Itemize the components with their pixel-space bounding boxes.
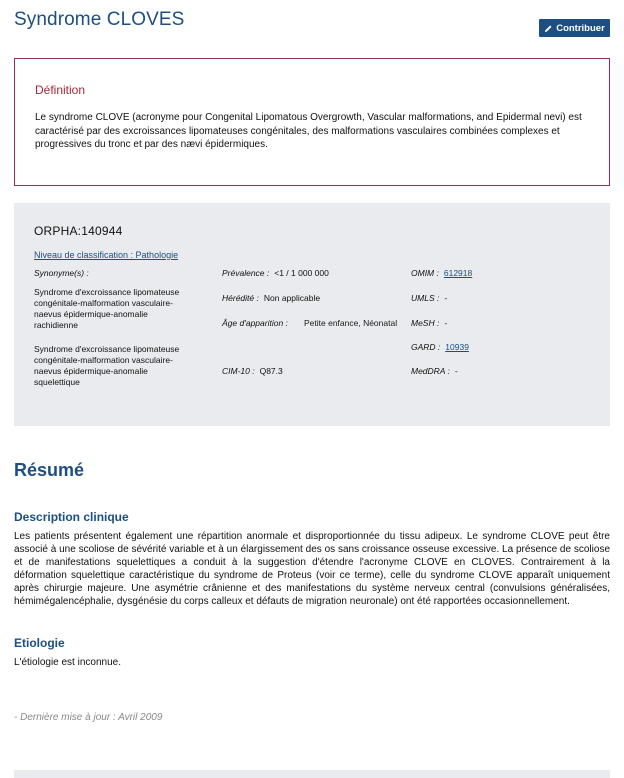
resume-title: Résumé xyxy=(14,460,85,480)
clinical-description-title: Description clinique xyxy=(14,510,129,524)
etiology-title: Etiologie xyxy=(14,636,65,650)
synonym-item: Syndrome d'excroissance lipomateuse congénitale-malformation vasculaire-naevus épidermique-anomalie squelettique xyxy=(34,344,180,387)
pencil-icon xyxy=(544,24,553,33)
classification-link[interactable]: Niveau de classification : Pathologie xyxy=(34,250,179,260)
meddra-label: MedDRA : xyxy=(411,366,450,376)
info-panel xyxy=(14,203,610,426)
heredity-value: Non applicable xyxy=(263,293,321,303)
age-value-text: Petite enfance, Néonatal xyxy=(304,318,398,328)
page-title: Syndrome CLOVES xyxy=(14,9,185,30)
clinical-description-text: Les patients présentent également une répartition anormale et disproportionnée du tissu adipeux. Le syndrome CLOVE peut être associé à une scoliose de sévérité variable et à un élargissement des os sans croissance osseuse excessive. La présence de scoliose et de manifestations squelettiques a conduit à la suggestion d'étendre l'acronyme CLOVE en CLOVES. Contrairement à la déformation squelettique caractéristique du syndrome de Proteus (voir ce terme), celle du syndrome CLOVE apparaît uniquement après chirurgie majeure. Une asymétrie crânienne et des manifestations du système nerveux central (convulsions généralisées, hémimégalencéphalie, dysgénésie du corps calleux et défauts de migration neuronale) ont été rapportées occasionnellement. xyxy=(14,531,610,607)
footer-panel xyxy=(14,770,610,778)
omim-label: OMIM : xyxy=(411,268,439,278)
mesh-field xyxy=(411,318,447,329)
gard-link[interactable]: 10939 xyxy=(445,342,469,352)
mesh-label: MeSH : xyxy=(411,318,440,328)
cim-field xyxy=(222,366,283,377)
gard-field xyxy=(411,342,469,353)
last-update: - Dernière mise à jour : Avril 2009 xyxy=(14,712,163,723)
age-value xyxy=(222,318,402,329)
synonym-item: Syndrome d'excroissance lipomateuse congénitale-malformation vasculaire-naevus épidermique-anomalie rachidienne xyxy=(34,287,180,330)
age-label: Âge d'apparition : xyxy=(222,318,288,328)
definition-text: Le syndrome CLOVE (acronyme pour Congenital Lipomatous Overgrowth, Vascular malformations, and Epidermal nevi) est caractérisé par des excroissances lipomateuses congénitales, des malformations vasculaires combinées complexes et progressives du tronc et par des nævi épidermiques. xyxy=(35,112,582,150)
mesh-value: - xyxy=(444,318,448,328)
prevalence-value: <1 / 1 000 000 xyxy=(274,268,329,278)
cim-label: CIM-10 : xyxy=(222,366,255,376)
umls-value: - xyxy=(444,293,448,303)
prevalence-field xyxy=(222,268,329,279)
gard-label: GARD : xyxy=(411,342,441,352)
omim-field xyxy=(411,268,472,279)
etiology-text: L'étiologie est inconnue. xyxy=(14,657,121,668)
orpha-code: ORPHA:140944 xyxy=(34,224,123,238)
heredity-label: Hérédité : xyxy=(222,293,259,303)
synonyms-label: Synonyme(s) : xyxy=(34,268,89,278)
contribute-label: Contribuer xyxy=(556,22,605,34)
prevalence-label: Prévalence : xyxy=(222,268,270,278)
umls-field xyxy=(411,293,447,304)
definition-title: Définition xyxy=(35,83,86,97)
meddra-field xyxy=(411,366,458,377)
heredity-field xyxy=(222,293,320,304)
contribute-button[interactable] xyxy=(539,19,610,37)
cim-value: Q87.3 xyxy=(259,366,283,376)
omim-link[interactable]: 612918 xyxy=(443,268,473,278)
definition-box xyxy=(14,58,610,186)
meddra-value: - xyxy=(454,366,458,376)
umls-label: UMLS : xyxy=(411,293,440,303)
